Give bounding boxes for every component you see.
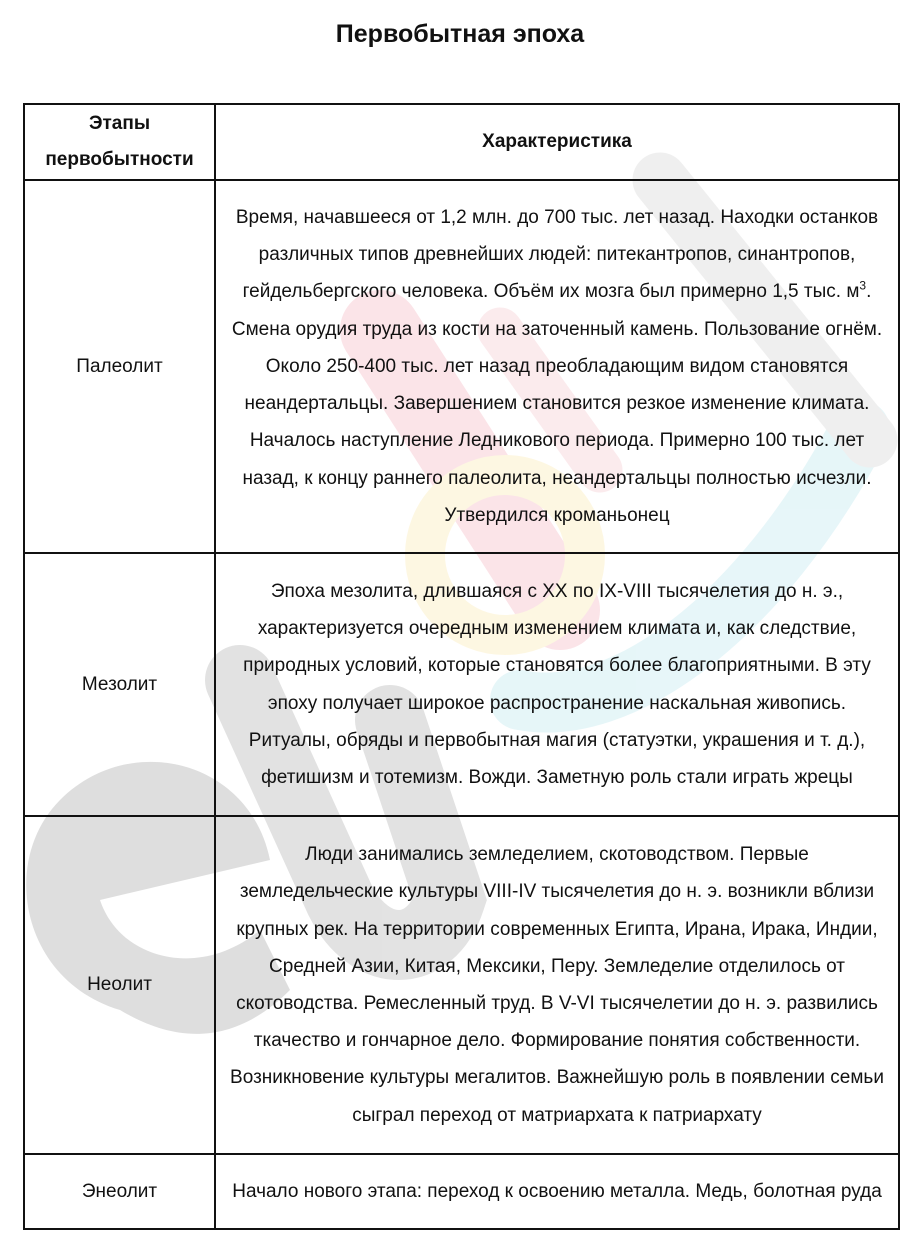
header-stage: Этапы первобытности <box>24 104 215 180</box>
description-cell: Люди занимались земледелием, скотоводством. Первые земледельческие культуры VIII-IV тысячелетия до н. э. возникли вблизи крупных рек. На территории современных Египта, Ирана, Ирака, Индии, Средней Азии, Китая, Мексики, Перу. Земледелие отделилось от скотоводства. Ремесленный труд. В V-VI тысячелетии до н. э. развились ткачество и гончарное дело. Формирование понятия собственности. Возникновение культуры мегалитов. Важнейшую роль в появлении семьи сыграл переход от матриархата к патриархату <box>215 816 899 1154</box>
stage-cell: Палеолит <box>24 180 215 553</box>
page-title: Первобытная эпоха <box>335 20 585 48</box>
description-cell <box>215 180 899 553</box>
description-cell: Эпоха мезолита, длившаяся с XX по IX-VIII тысячелетия до н. э., характеризуется очередным изменением климата и, как следствие, природных условий, которые становятся более благоприятными. В эту эпоху получает широкое распространение наскальная живопись. Ритуалы, обряды и первобытная магия (статуэтки, украшения и т. д.), фетишизм и тотемизм. Вожди. Заметную роль стали играть жрецы <box>215 553 899 816</box>
header-characteristic: Характеристика <box>215 104 899 180</box>
stage-cell: Мезолит <box>24 553 215 816</box>
stages-table <box>23 103 900 1230</box>
superscript: 3 <box>859 279 867 294</box>
table-row <box>24 553 899 816</box>
table-row <box>24 1154 899 1229</box>
table-header-row <box>24 104 899 180</box>
stage-cell: Неолит <box>24 816 215 1154</box>
table-row <box>24 180 899 553</box>
description-part: Время, начавшееся от 1,2 млн. до 700 тыс. лет назад. Находки останков различных типов древнейших людей: питекантропов, синантропов, гейдельбергского человека. Объём их мозга был примерно 1,5 тыс. м <box>235 207 879 303</box>
description-cell: Начало нового этапа: переход к освоению металла. Медь, болотная руда <box>215 1154 899 1229</box>
description-text <box>232 207 882 526</box>
stage-cell: Энеолит <box>24 1154 215 1229</box>
description-part: . Смена орудия труда из кости на заточенный камень. Пользование огнём. Около 250-400 тыс. лет назад преобладающим видом становятся неандертальцы. Завершением становится резкое изменение климата. Началось наступление Ледникового периода. Примерно 100 тыс. лет назад, к концу раннего палеолита, неандертальцы полностью исчезли. Утвердился кроманьонец <box>231 281 883 526</box>
table-row <box>24 816 899 1154</box>
